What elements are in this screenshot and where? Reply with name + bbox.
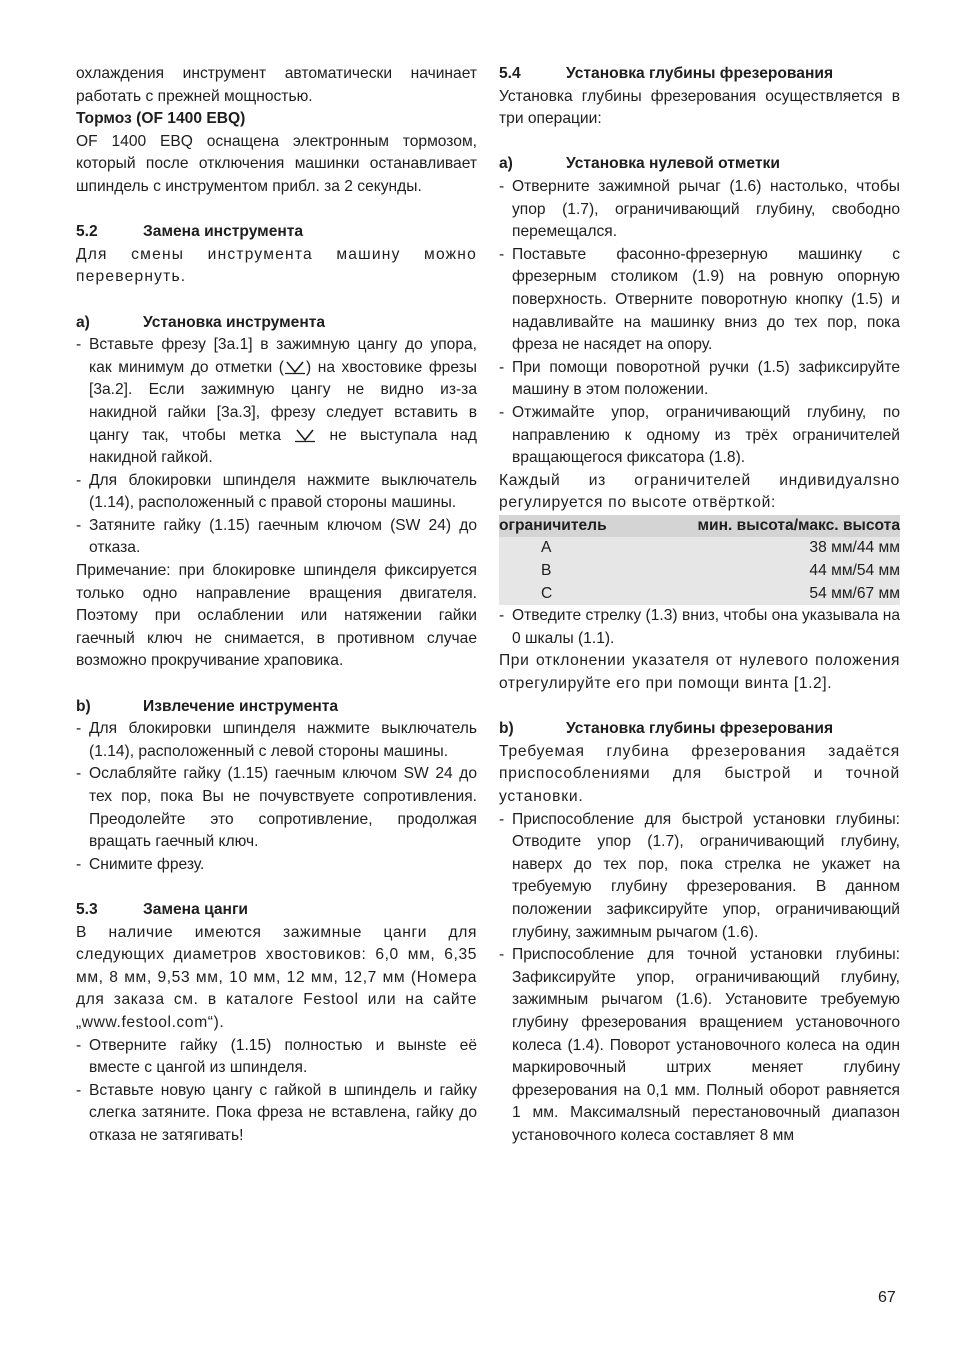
table-row: [499, 560, 900, 583]
list-item: - Затяните гайку (1.15) гаечным ключом (SW 24) до отказа.: [76, 515, 477, 560]
section-5-3-text: В наличие имеются зажимные цанги для следующих диаметров хвостовиков: 6,0 мм, 6,35 мм, 8 мм, 9,53 мм, 10 мм, 12 мм, 12,7 мм (Номера для заказа см. в каталоге Festool или на сайте „www.festool.com“).: [76, 923, 477, 1031]
table-cell: B: [499, 560, 638, 583]
section-number: 5.4: [499, 65, 521, 82]
note-paragraph: Примечание: при блокировке шпинделя фиксируется только одно направление вращения двигателя. Поэтому при ослаблении или натяжении гайки гаечный ключ не снимается, в противном случае возможно прокручивание храповика.: [76, 562, 477, 670]
page-number: 67: [878, 1289, 896, 1306]
pointer-steps-list: [499, 605, 900, 650]
subsection-b-heading: [499, 718, 900, 741]
table-cell: A: [499, 537, 638, 560]
subsection-label: a): [499, 155, 513, 173]
subsection-a-heading: [76, 312, 477, 335]
section-number: 5.3: [76, 900, 98, 918]
section-5-4-text: Установка глубины фрезерования осуществляется в три операции:: [499, 87, 900, 128]
section-5-2-heading: [76, 221, 477, 244]
text-part: ) на хвостовике фрезы [3a.2]. Если зажимную цангу не видно из-за накидной гайки [3a.3], фрезу следует вставить в цангу так, чтобы метка: [89, 358, 478, 444]
zero-mark-steps-list: [499, 176, 900, 470]
table-cell: 54 мм/67 мм: [638, 583, 900, 606]
right-column: [499, 63, 900, 1148]
table-cell: C: [499, 583, 638, 606]
brake-text: OF 1400 EBQ оснащена электронным тормозом, который после отключения машинки останавливает шпиндель с инструментом прибл. за 2 секунды.: [76, 132, 477, 195]
subsection-label: b): [76, 697, 91, 715]
list-item: - Отведите стрелку (1.3) вниз, чтобы она указывала на 0 шкалы (1.1).: [499, 605, 900, 650]
section-title: Замена инструмента: [143, 223, 304, 241]
table-header: ограничитель: [499, 515, 638, 538]
collet-steps-list: [76, 1035, 477, 1148]
list-item: - Приспособление для точной установки глубины: Зафиксируйте упор, ограничивающий глубину, зажимным рычагом (1.6). Установите требуемую глубину фрезерования вращением установочного колеса (1.4). Поворот установочного колеса на один маркировочный штрих меняет глубину фрезерования на 0,1 мм. Полный оборот равняется 1 мм. Максималsный перестановочный диапазон установочного колеса составляет 8 мм: [499, 944, 900, 1147]
list-item: - Ослабляйте гайку (1.15) гаечным ключом SW 24 до тех пор, пока Вы не почувствуете сопротивления. Преодолейте это сопротивление, продолжая вращать гаечный ключ.: [76, 763, 477, 853]
subsection-b-heading: [76, 696, 477, 719]
list-item: - Снимите фрезу.: [76, 854, 477, 877]
list-item: - Отверните гайку (1.15) полностью и вынstе её вместе с цангой из шпинделя.: [76, 1035, 477, 1080]
table-row: [499, 583, 900, 606]
list-item: [76, 334, 477, 470]
depth-setting-list: [499, 809, 900, 1148]
install-steps-list: [76, 334, 477, 560]
section-title: Установка глубины фрезерования: [566, 65, 834, 82]
section-number: 5.2: [76, 223, 98, 241]
depth-setting-text: Требуемая глубина фрезерования задаётся приспособлениями для быстрой и точной установки.: [499, 742, 900, 805]
text-part: не выступала над накидной гайкой.: [89, 426, 477, 467]
brake-title: Тормоз (OF 1400 EBQ): [76, 110, 246, 128]
depth-mark-icon: [284, 359, 306, 375]
list-item: - При помощи поворотной ручки (1.5) зафиксируйте машину в этом положении.: [499, 357, 900, 402]
table-header: мин. высота/макс. высота: [638, 515, 900, 538]
list-item: - Для блокировки шпинделя нажмите выключатель (1.14), расположенный с правой стороны машины.: [76, 470, 477, 515]
subsection-title: Установка глубины фрезерования: [566, 720, 834, 738]
section-5-4-heading: [499, 63, 900, 86]
section-5-3-heading: [76, 899, 477, 922]
list-item: - Отверните зажимной рычаг (1.6) настолько, чтобы упор (1.7), ограничивающий глубину, свободно перемещался.: [499, 176, 900, 244]
limiter-paragraph: Каждый из ограничителей индивидуалsно регулируется по высоте отвёрткой:: [499, 471, 900, 512]
left-column: [76, 63, 477, 1148]
text-part: Вставьте фрезу [3a.1] в зажимную цангу до упора, как минимум до отметки (: [89, 336, 477, 376]
limiter-table: [499, 515, 900, 605]
subsection-title: Установка инструмента: [143, 313, 326, 331]
depth-mark-icon: [294, 427, 316, 443]
table-cell: 44 мм/54 мм: [638, 560, 900, 583]
subsection-title: Установка нулевой отметки: [566, 155, 780, 173]
remove-steps-list: [76, 718, 477, 876]
table-cell: 38 мм/44 мм: [638, 537, 900, 560]
table-row: [499, 537, 900, 560]
list-item: - Для блокировки шпинделя нажмите выключатель (1.14), расположенный с левой стороны машины.: [76, 718, 477, 763]
list-item: - Приспособление для быстрой установки глубины: Отводите упор (1.7), ограничивающий глубину, наверх до тех пор, пока стрелка не укажет на требуемую глубину фрезерования. В данном положении зафиксируйте упор, ограничивающий глубину, зажимным рычагом (1.6).: [499, 809, 900, 945]
paragraph-continuation: охлаждения инструмент автоматически начинает работать с прежней мощностью.: [76, 65, 477, 105]
subsection-label: b): [499, 720, 514, 738]
table-header-row: [499, 515, 900, 538]
list-item: - Отжимайте упор, ограничивающий глубину, по направлению к одному из трёх ограничителей вращающегося фиксатора (1.8).: [499, 402, 900, 470]
section-5-2-text: Для смены инструмента машину можно перевернуть.: [76, 245, 477, 286]
list-item: - Поставьте фасонно-фрезерную машинку с фрезерным столиком (1.9) на ровную опорную поверхность. Отверните поворотную кнопку (1.5) и надавливайте на машинку вниз до тех пор, пока фреза не насядет на опору.: [499, 244, 900, 357]
subsection-label: a): [76, 313, 90, 331]
subsection-title: Извлечение инструмента: [143, 697, 339, 715]
pointer-adjust-paragraph: При отклонении указателя от нулевого положения отрегулируйте его при помощи винта [1.2].: [499, 652, 900, 693]
subsection-a-heading: [499, 153, 900, 176]
section-title: Замена цанги: [143, 900, 249, 918]
list-item: - Вставьте новую цангу с гайкой в шпиндель и гайку слегка затяните. Пока фреза не вставлена, гайку до отказа не затягивать!: [76, 1080, 477, 1148]
